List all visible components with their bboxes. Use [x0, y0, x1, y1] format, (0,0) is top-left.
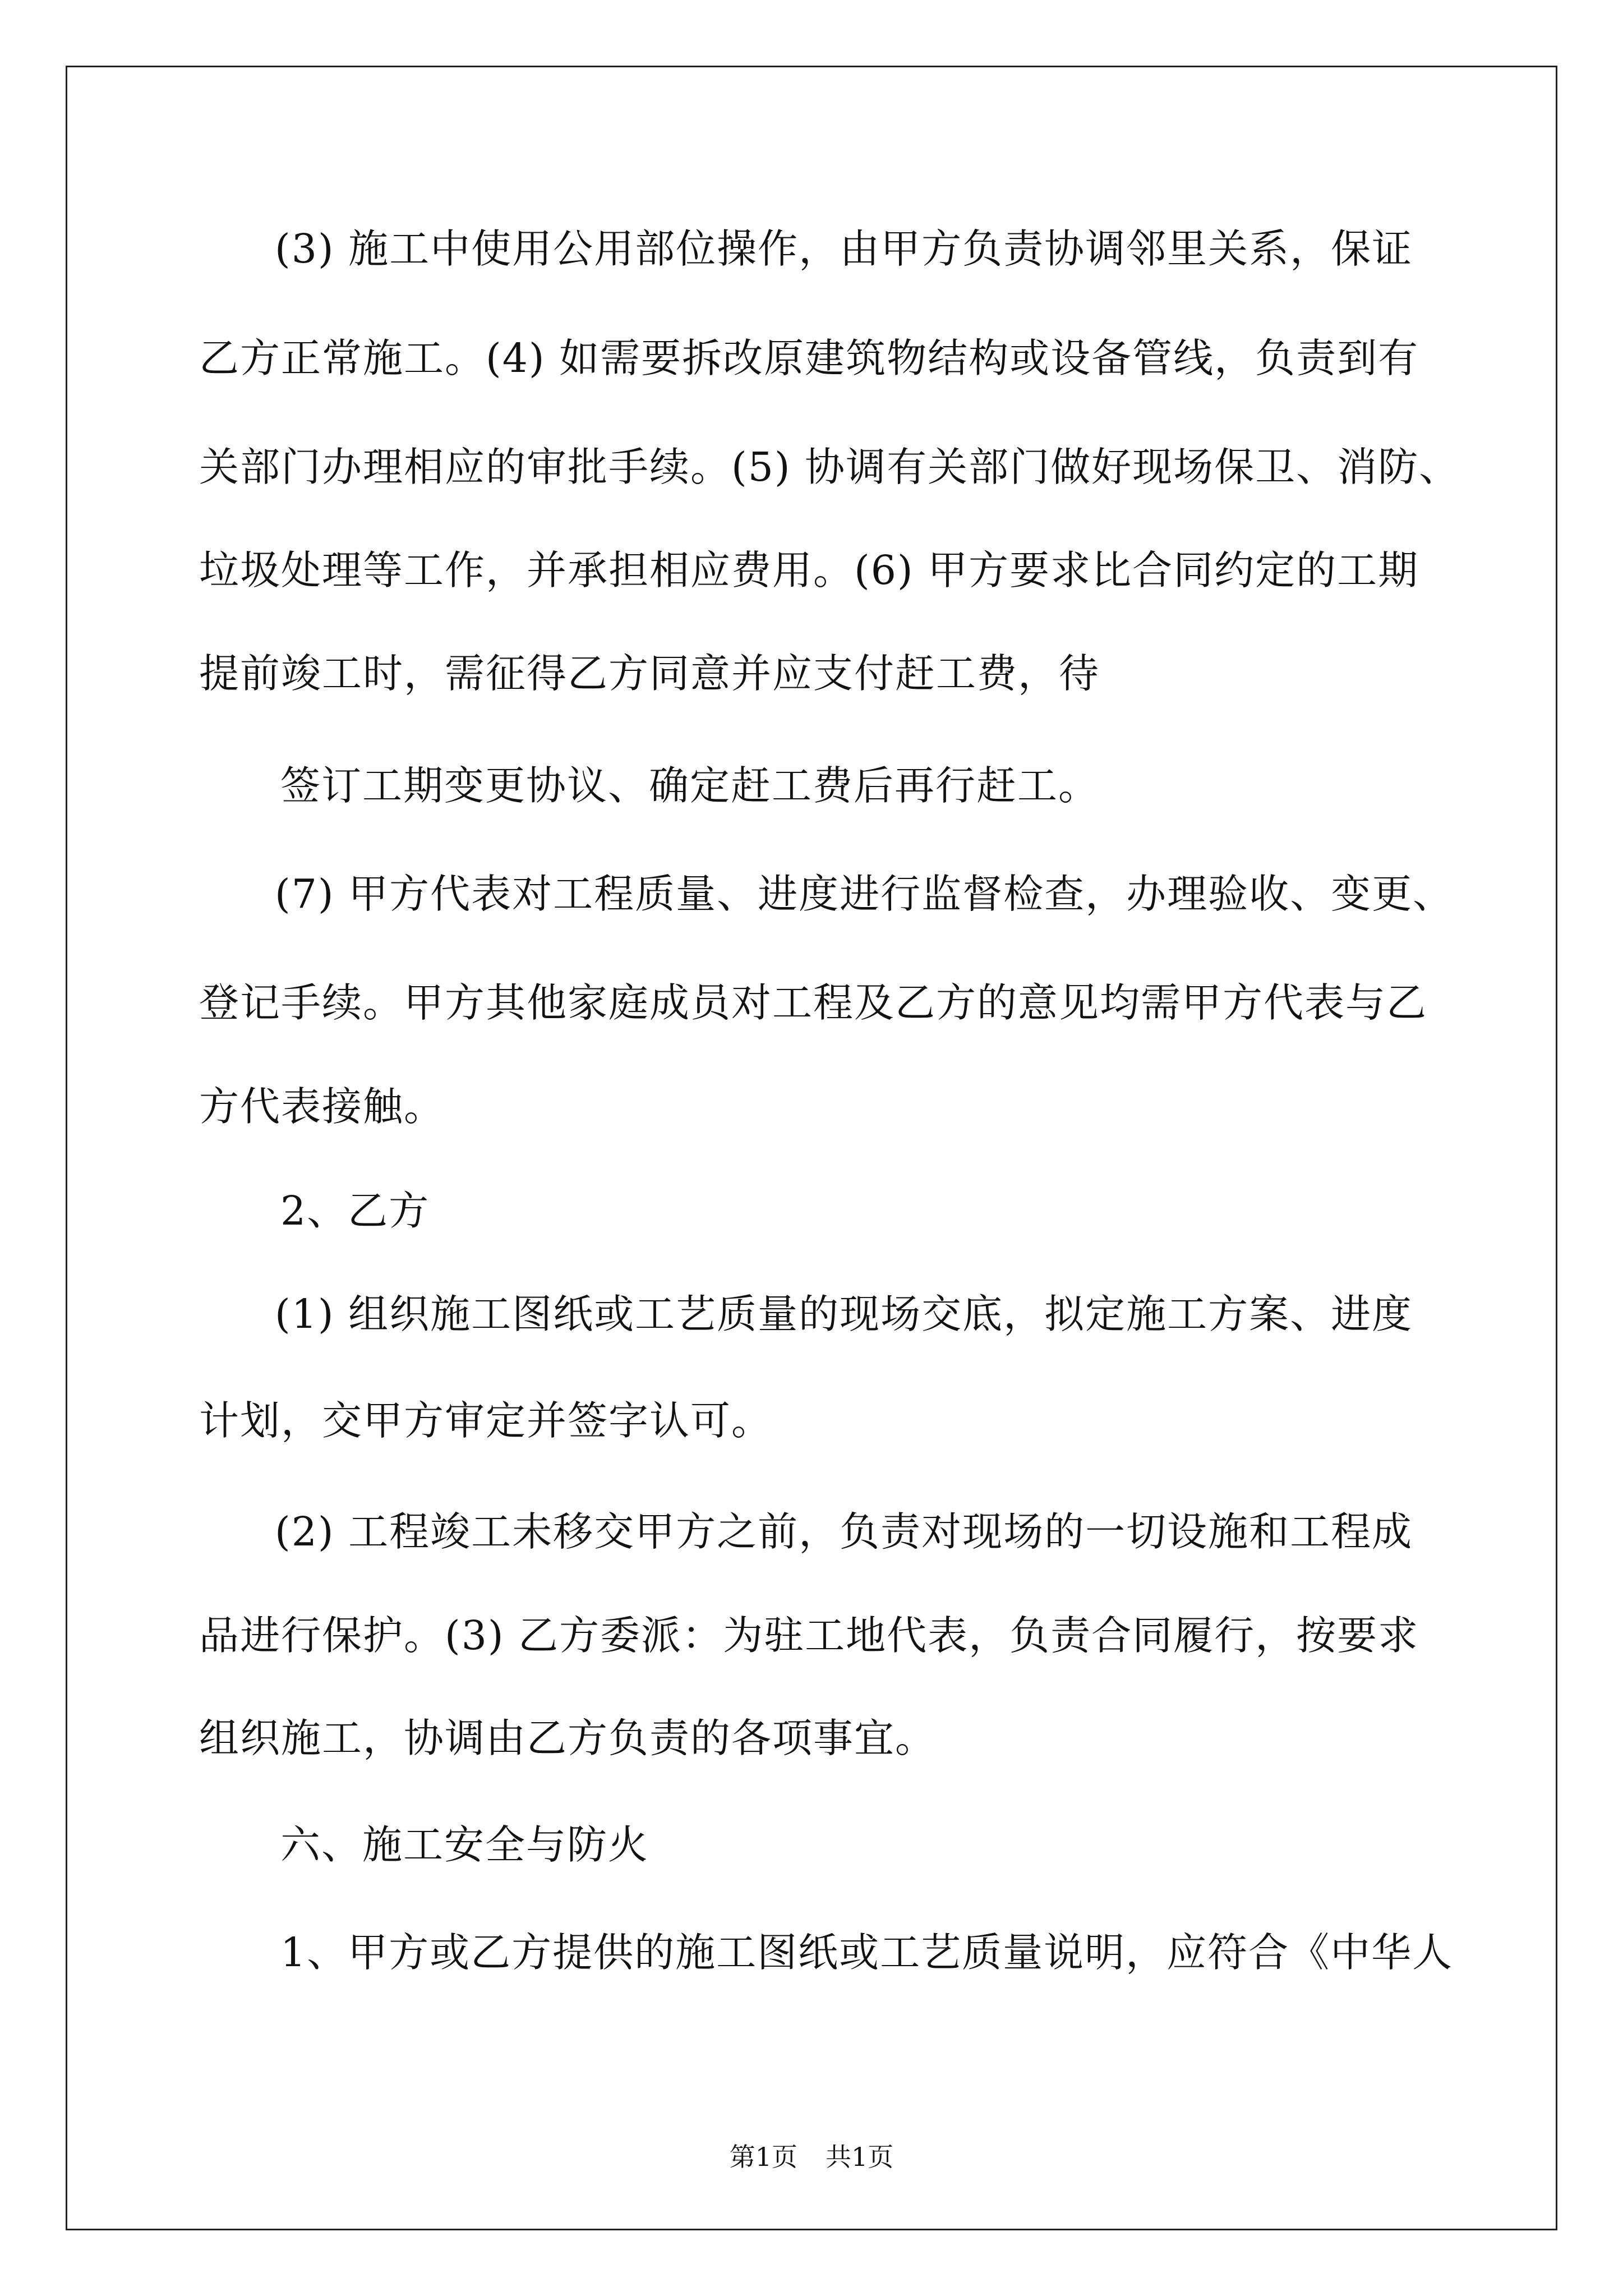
text-line: 1、甲方或乙方提供的施工图纸或工艺质量说明，应符合《中华人	[280, 1929, 1454, 1976]
text-line: 提前竣工时，需征得乙方同意并应支付赶工费，待	[199, 650, 1100, 697]
text-line: (3) 施工中使用公用部位操作，由甲方负责协调邻里关系，保证	[275, 226, 1413, 272]
text-line: 乙方正常施工。(4) 如需要拆改原建筑物结构或设备管线，负责到有	[199, 335, 1419, 381]
text-line: 签订工期变更协议、确定赶工费后再行赶工。	[280, 762, 1100, 809]
page-footer	[0, 2144, 1623, 2170]
page-border	[66, 66, 1557, 2230]
text-line: (1) 组织施工图纸或工艺质量的现场交底，拟定施工方案、进度	[275, 1291, 1413, 1337]
page-total: 共1页	[826, 2142, 894, 2172]
text-line: 登记手续。甲方其他家庭成员对工程及乙方的意见均需甲方代表与乙	[199, 979, 1428, 1026]
text-line: (7) 甲方代表对工程质量、进度进行监督检查，办理验收、变更、	[275, 871, 1454, 917]
text-line: 方代表接触。	[199, 1083, 445, 1130]
page-number: 第1页	[729, 2142, 797, 2172]
section-heading: 六、施工安全与防火	[280, 1821, 649, 1868]
section-heading: 2、乙方	[280, 1188, 430, 1234]
text-line: 计划，交甲方审定并签字认可。	[199, 1397, 773, 1444]
text-line: 品进行保护。(3) 乙方委派：为驻工地代表，负责合同履行，按要求	[199, 1612, 1419, 1659]
text-line: 关部门办理相应的审批手续。(5) 协调有关部门做好现场保卫、消防、	[199, 444, 1460, 490]
text-line: (2) 工程竣工未移交甲方之前，负责对现场的一切设施和工程成	[275, 1508, 1413, 1555]
text-line: 组织施工，协调由乙方负责的各项事宜。	[199, 1715, 937, 1761]
text-line: 垃圾处理等工作，并承担相应费用。(6) 甲方要求比合同约定的工期	[199, 547, 1419, 593]
